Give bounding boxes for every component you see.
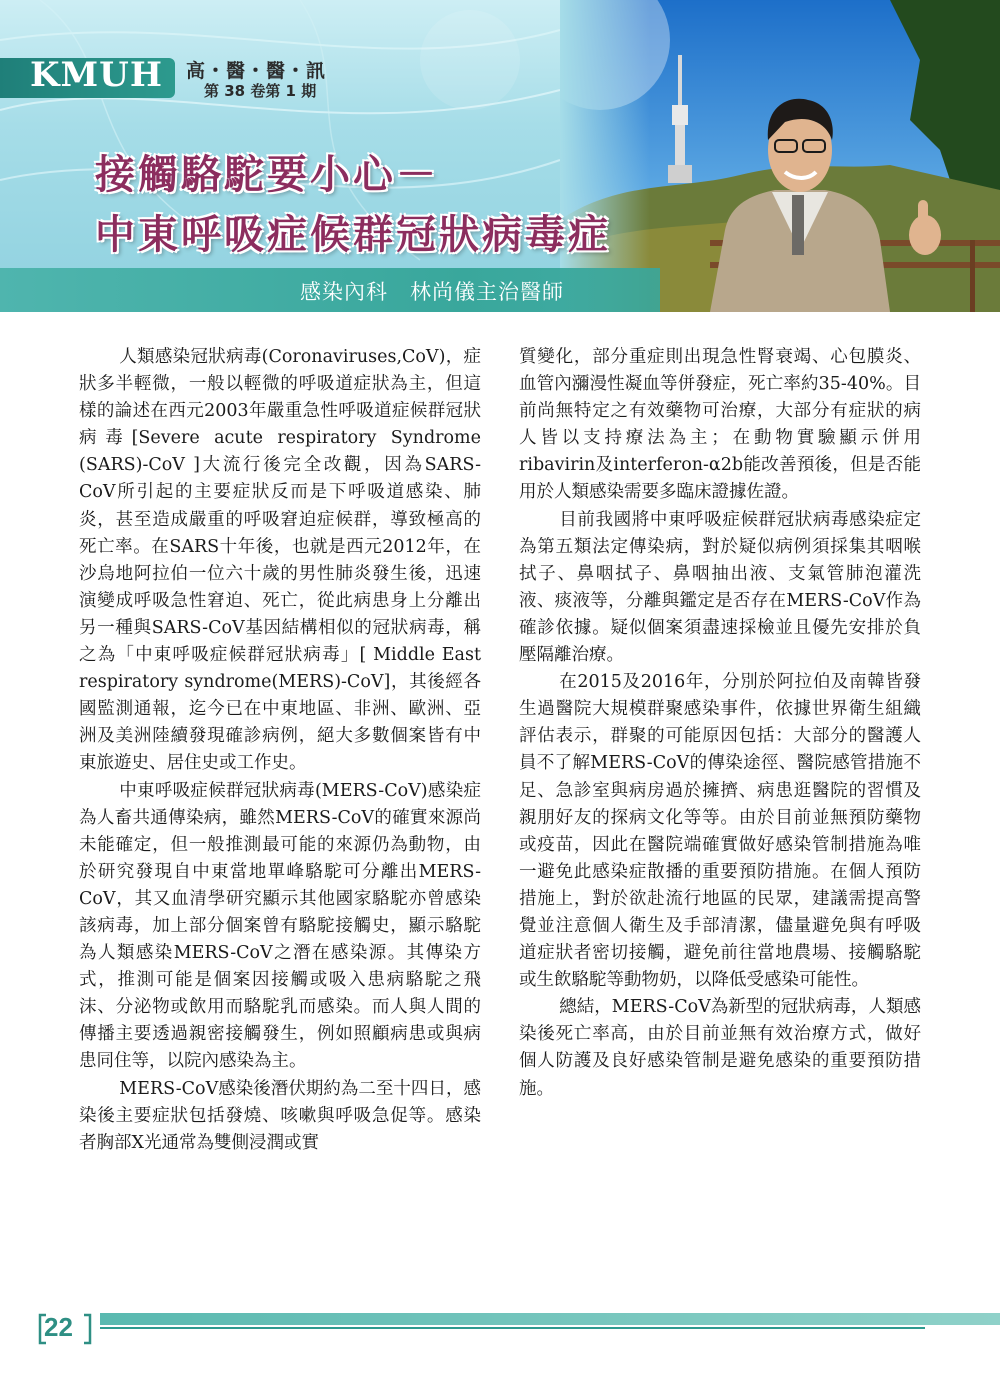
issue-label: 第 38 卷第 1 期 — [204, 82, 317, 100]
footer-rule — [100, 1327, 925, 1329]
paragraph: MERS-CoV感染後潛伏期約為二至十四日，感染後主要症狀包括發燒、咳嗽與呼吸急促等。感染者胸部X光通常為雙側浸潤或實 — [79, 1078, 481, 1153]
article-title-line2: 中東呼吸症候群冠狀病毒症 — [95, 211, 611, 258]
page-number: 22 — [44, 1312, 73, 1342]
article-column-left — [79, 344, 481, 1157]
article-title-line1: 接觸駱駝要小心－ — [95, 151, 439, 198]
paragraph-continuation: 質變化，部分重症則出現急性腎衰竭、心包膜炎、血管內瀰漫性凝血等併發症，死亡率約35-40%。目前尚無特定之有效藥物可治療，大部分有症狀的病人皆以支持療法為主；在動物實驗顯示併用ribavirin及interferon-α2b能改善預後，但是否能用於人類感染需要多臨床證據佐證。 — [519, 347, 921, 503]
footer-band — [100, 1313, 1000, 1325]
paragraph: 在2015及2016年，分別於阿拉伯及南韓皆發生過醫院大規模群聚感染事件，依據世界衛生組織評估表示，群聚的可能原因包括：大部分的醫護人員不了解MERS-CoV的傳染途徑、醫院感管措施不足、急診室與病房過於擁擠、病患逛醫院的習慣及親朋好友的探病文化等等。由於目前並無預防藥物或疫苗，因此在醫院端確實做好感染管制措施為唯一避免此感染症散播的重要預防措施。在個人預防措施上，對於欲赴流行地區的民眾，建議需提高警覺並注意個人衛生及手部清潔，儘量避免與有呼吸道症狀者密切接觸，避免前往當地農場、接觸駱駝或生飲駱駝等動物奶，以降低受感染可能性。 — [519, 672, 921, 991]
article-column-right — [519, 344, 921, 1103]
paragraph: 中東呼吸症候群冠狀病毒(MERS-CoV)感染症為人畜共通傳染病，雖然MERS-CoV的確實來源尚未能確定，但一般推測最可能的來源仍為動物，由於研究發現自中東當地單峰駱駝可分離出MERS-CoV，其又血清學研究顯示其他國家駱駝亦曾感染該病毒，加上部分個案曾有駱駝接觸史，顯示駱駝為人類感染MERS-CoV之潛在感染源。其傳染方式，推測可能是個案因接觸或吸入患病駱駝之飛沫、分泌物或飲用而駱駝乳而感染。而人與人間的傳播主要透過親密接觸發生，例如照顧病患或與病患同住等，以院內感染為主。 — [79, 780, 481, 1072]
author-photo — [560, 0, 1000, 312]
paragraph: 人類感染冠狀病毒(Coronaviruses,CoV)，症狀多半輕微，一般以輕微的呼吸道症狀為主，但這樣的論述在西元2003年嚴重急性呼吸道症候群冠狀病毒[Severe acute respiratory Syndrome (SARS)-CoV ]大流行後完全改觀，因為SARS-CoV所引起的主要症狀反而是下呼吸道感染、肺炎，甚至造成嚴重的呼吸窘迫症候群，導致極高的死亡率。在SARS十年後，也就是西元2012年，在沙烏地阿拉伯一位六十歲的男性肺炎發生後，迅速演變成呼吸急性窘迫、死亡，從此病患身上分離出另一種與SARS-CoV基因結構相似的冠狀病毒，稱之為「中東呼吸症候群冠狀病毒」[ Middle East respiratory syndrome(MERS)-CoV]，其後經各國監測通報，迄今已在中東地區、非洲、歐洲、亞洲及美洲陸續發現確診病例，絕大多數個案皆有中東旅遊史、居住史或工作史。 — [79, 347, 481, 774]
page-header — [0, 0, 1000, 312]
kmuh-logo: KMUH — [30, 55, 163, 95]
author-byline: 感染內科 林尚儀主治醫師 — [300, 280, 564, 304]
journal-name: 高・醫・醫・訊 — [186, 60, 327, 82]
paragraph: 目前我國將中東呼吸症候群冠狀病毒感染症定為第五類法定傳染病，對於疑似病例須採集其咽喉拭子、鼻咽拭子、鼻咽抽出液、支氣管肺泡灌洗液、痰液等，分離與鑑定是否存在MERS-CoV作為確診依據。疑似個案須盡速採檢並且優先安排於負壓隔離治療。 — [519, 509, 921, 666]
paragraph: 總結，MERS-CoV為新型的冠狀病毒，人類感染後死亡率高，由於目前並無有效治療方式，做好個人防護及良好感染管制是避免感染的重要預防措施。 — [519, 997, 921, 1099]
